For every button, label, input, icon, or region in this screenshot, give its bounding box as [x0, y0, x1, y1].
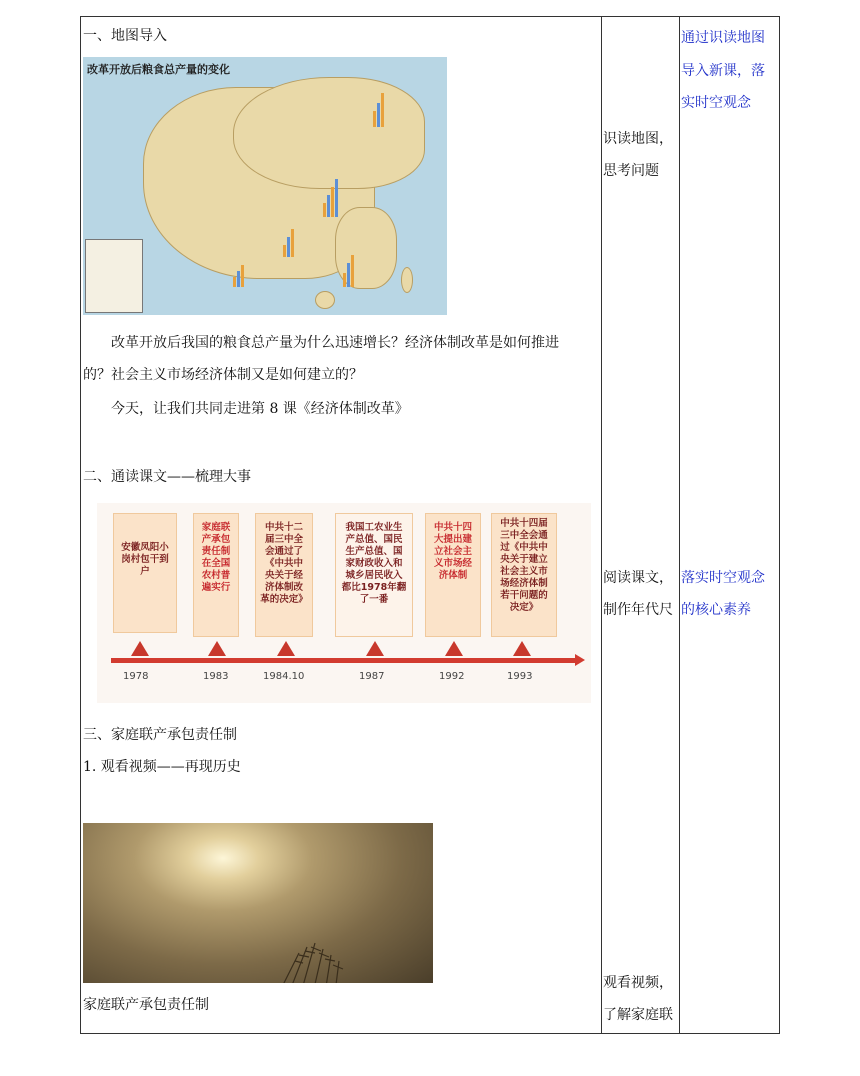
- event-box-1993: 中共十四届 三中全会通 过《中共中 央关于建立 社会主义市 场经济体制 若干问题的 决定》: [491, 513, 557, 637]
- map-title: 改革开放后粮食总产量的变化: [87, 63, 230, 76]
- section3-heading: 三、家庭联产承包责任制: [83, 727, 237, 743]
- intent-row1-line3: 实时空观念: [681, 95, 751, 111]
- section3-sub1: 1. 观看视频——再现历史: [83, 759, 241, 775]
- section1-heading: 一、地图导入: [83, 28, 167, 44]
- question-line-1: 改革开放后我国的粮食总产量为什么迅速增长？经济体制改革是如何推进: [111, 335, 559, 351]
- event-box-1983: 家庭联 产承包 责任制 在全国 农村普 遍实行: [193, 513, 239, 637]
- lesson-plan-table: [80, 16, 780, 1034]
- timeline-marker: [513, 641, 531, 656]
- student-row2-line2: 制作年代尺: [603, 602, 673, 618]
- event-box-1984: 中共十二 届三中全 会通过了 《中共中 央关于经 济体制改 革的决定》: [255, 513, 313, 637]
- grain-bar: [347, 263, 350, 287]
- bar-cluster: [233, 247, 273, 287]
- grain-bar: [381, 93, 384, 127]
- bar-cluster: [283, 217, 323, 257]
- grain-bar: [233, 277, 236, 287]
- question-line-2: 的？社会主义市场经济体制又是如何建立的？: [83, 367, 363, 383]
- grain-bar: [331, 187, 334, 217]
- year-label: 1992: [439, 671, 465, 682]
- grain-bar: [291, 229, 294, 257]
- grain-bar: [335, 179, 338, 217]
- student-row3-line1: 观看视频，: [603, 975, 673, 991]
- timeline-marker: [208, 641, 226, 656]
- history-video-frame[interactable]: [83, 823, 433, 983]
- grain-output-map: [83, 57, 447, 315]
- timeline-marker: [131, 641, 149, 656]
- student-row2-line1: 阅读课文，: [603, 570, 673, 586]
- grain-bar: [237, 271, 240, 287]
- section2-heading: 二、通读课文——梳理大事: [83, 469, 251, 485]
- bar-cluster: [323, 177, 363, 217]
- grain-bar: [327, 195, 330, 217]
- timeline-marker: [366, 641, 384, 656]
- year-label: 1978: [123, 671, 149, 682]
- map-legend: [85, 239, 143, 313]
- grain-bar: [323, 203, 326, 217]
- hainan-island: [315, 291, 335, 309]
- intent-row1-line2: 导入新课，落: [681, 63, 765, 79]
- grain-bar: [377, 103, 380, 127]
- video-caption: 家庭联产承包责任制: [83, 997, 209, 1013]
- grain-bar: [241, 265, 244, 287]
- grain-bar: [373, 111, 376, 127]
- grain-bar: [283, 245, 286, 257]
- timeline-arrowhead: [575, 654, 585, 666]
- chronology-timeline: [97, 503, 591, 703]
- intent-row2-line1: 落实时空观念: [681, 570, 765, 586]
- student-row3-line2: 了解家庭联: [603, 1007, 673, 1023]
- timeline-marker: [445, 641, 463, 656]
- year-label: 1984.10: [263, 671, 305, 682]
- year-label: 1983: [203, 671, 229, 682]
- grain-bar: [343, 273, 346, 287]
- student-activity-column: [601, 17, 679, 1033]
- grain-bar: [287, 237, 290, 257]
- intent-row1-line1: 通过识读地图: [681, 30, 765, 46]
- year-label: 1987: [359, 671, 385, 682]
- design-intent-column: [679, 17, 781, 1033]
- bar-cluster: [373, 87, 413, 127]
- timeline-axis: [111, 658, 577, 663]
- event-box-1978: 安徽凤阳小 岗村包干到 户: [113, 513, 177, 633]
- lesson-intro: 今天，让我们共同走进第 8 课《经济体制改革》: [111, 401, 409, 417]
- teaching-process-column: [81, 17, 601, 1033]
- event-box-1992: 中共十四 大提出建 立社会主 义市场经 济体制: [425, 513, 481, 637]
- intent-row2-line2: 的核心素养: [681, 602, 751, 618]
- student-row1-line2: 思考问题: [603, 163, 659, 179]
- wheat-ear-image: [269, 933, 359, 983]
- year-label: 1993: [507, 671, 533, 682]
- timeline-marker: [277, 641, 295, 656]
- student-row1-line1: 识读地图，: [603, 131, 673, 147]
- taiwan-island: [401, 267, 413, 293]
- event-box-1987: 我国工农业生 产总值、国民 生产总值、国 家财政收入和 城乡居民收入 都比1978年翻 了一番: [335, 513, 413, 637]
- grain-bar: [351, 255, 354, 287]
- bar-cluster: [343, 247, 383, 287]
